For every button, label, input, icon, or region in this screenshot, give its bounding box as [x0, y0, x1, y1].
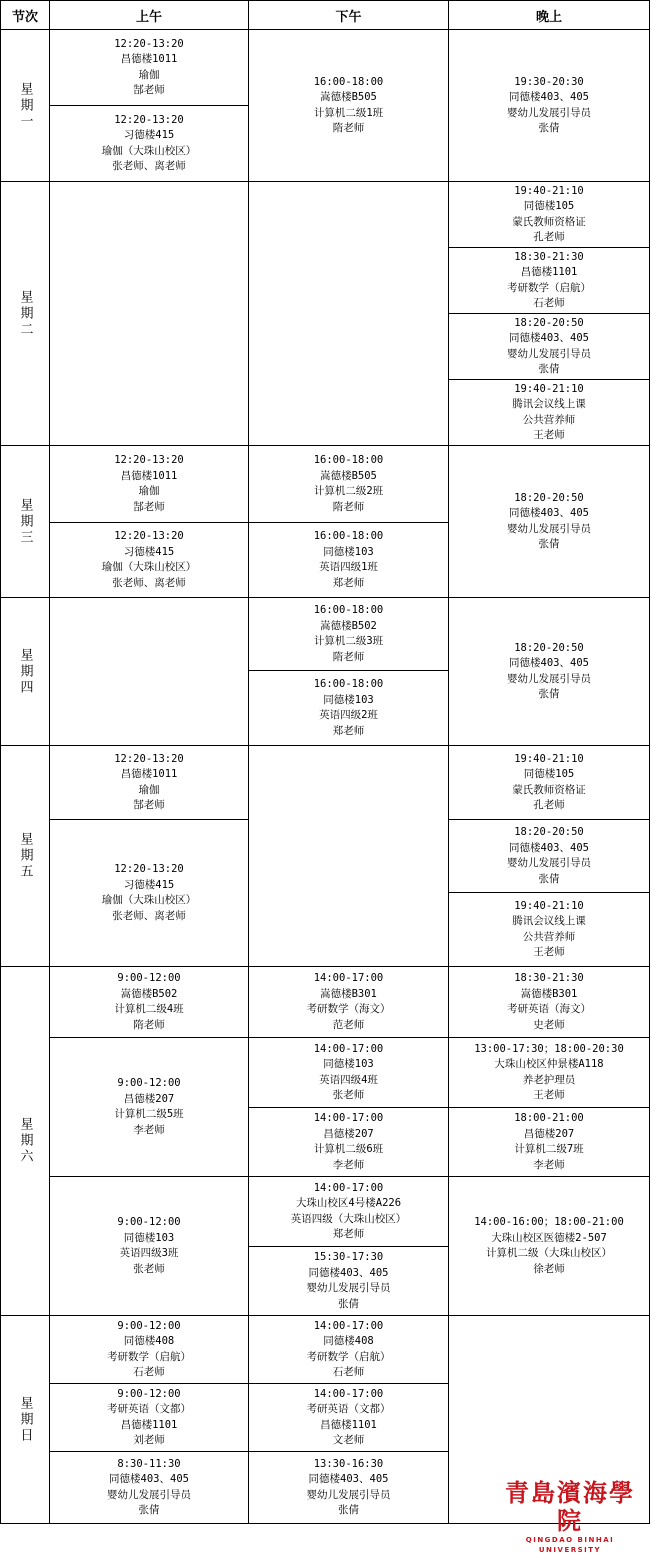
class-info-line: 瑜伽（大珠山校区） [101, 894, 197, 906]
class-slot-morning [49, 1315, 249, 1384]
class-info-line: 同德楼103 [123, 1231, 175, 1244]
class-info-line: 9:00-12:00 [117, 1216, 181, 1228]
class-slot-morning [49, 1037, 249, 1177]
class-info-line: 英语四级1班 [319, 561, 378, 573]
class-info-line: 18:20-20:50 [514, 316, 584, 329]
class-info-line: 昌德楼1011 [120, 768, 178, 780]
empty-slot-morning [49, 597, 249, 746]
class-info-line: 张老师、离老师 [112, 909, 186, 922]
class-info-line: 同德楼408 [323, 1335, 374, 1347]
class-slot-evening [448, 29, 650, 182]
class-info-line: 12:20-13:20 [114, 454, 184, 466]
class-info-line: 14:00-17:00 [313, 1112, 384, 1124]
class-info-line: 同德楼403、405 [308, 1473, 389, 1485]
class-info-line: 同德楼105 [523, 200, 575, 212]
class-info-line: 瑜伽（大珠山校区） [101, 561, 197, 573]
class-info-line: 同德楼103 [323, 1058, 374, 1070]
class-info-line: 郑老师 [332, 1228, 365, 1240]
class-slot-morning [49, 1176, 249, 1316]
class-info-line: 蒙氏教师资格证 [512, 783, 586, 796]
logo-chinese: 青島濱海學院 [505, 1478, 635, 1535]
class-info-line: 考研英语（海文） [507, 1003, 591, 1015]
class-info-line: 史老师 [533, 1018, 565, 1031]
class-info-line: 昌德楼207 [123, 1092, 175, 1105]
class-info-line: 石老师 [332, 1366, 365, 1378]
class-info-line: 徐老师 [533, 1262, 565, 1275]
class-slot-evening [448, 181, 650, 248]
empty-slot-morning [49, 181, 249, 446]
class-info-line: 张老师、离老师 [112, 576, 186, 589]
class-info-line: 文老师 [332, 1434, 365, 1446]
class-info-line: 瑜伽 [138, 485, 160, 497]
class-info-line: 12:20-13:20 [114, 752, 184, 765]
class-info-line: 瑜伽 [138, 68, 160, 81]
class-info-line: 大珠山校区仲景楼A118 [494, 1058, 604, 1070]
class-info-line: 张倩 [538, 872, 560, 885]
class-info-line: 刘老师 [133, 1434, 165, 1446]
class-info-line: 婴幼儿发展引导员 [507, 522, 591, 535]
class-info-line: 19:40-21:10 [514, 899, 584, 912]
class-info-line: 郜老师 [133, 799, 165, 811]
class-info-line: 同德楼403、405 [509, 657, 589, 669]
class-info-line: 孔老师 [533, 231, 565, 243]
class-slot-evening [448, 597, 650, 746]
class-info-line: 18:30-21:30 [514, 972, 584, 984]
class-info-line: 计算机二级6班 [313, 1143, 384, 1155]
class-info-line: 16:00-18:00 [313, 678, 384, 690]
class-slot-afternoon [248, 1037, 449, 1108]
class-info-line: 大珠山校区医德楼2-507 [491, 1231, 607, 1244]
class-info-line: 9:00-12:00 [117, 1319, 181, 1332]
header-morning: 上午 [49, 0, 249, 30]
class-info-line: 18:20-20:50 [514, 641, 584, 654]
class-info-line: 18:20-20:50 [514, 491, 584, 504]
class-info-line: 昌德楼1101 [120, 1418, 178, 1431]
class-info-line: 14:00-17:00 [313, 972, 384, 984]
class-slot-afternoon [248, 522, 449, 598]
day-name: 星期日 [17, 1395, 33, 1444]
class-info-line: 腾讯会议线上课 [512, 915, 586, 927]
class-info-line: 嵩德楼B505 [320, 91, 377, 103]
empty-slot-afternoon [248, 181, 449, 446]
class-info-line: 计算机二级1班 [313, 106, 384, 119]
class-info-line: 同德楼403、405 [509, 841, 589, 854]
class-slot-evening [448, 819, 650, 893]
class-info-line: 12:20-13:20 [114, 37, 184, 50]
day-name: 星期一 [17, 81, 33, 130]
class-slot-afternoon [248, 670, 449, 746]
class-info-line: 13:00-17:30；18:00-20:30 [474, 1042, 624, 1055]
class-slot-afternoon [248, 1315, 449, 1384]
class-slot-evening [448, 313, 650, 380]
class-slot-evening [448, 966, 650, 1038]
class-info-line: 张老师、离老师 [112, 160, 186, 172]
class-info-line: 14:00-17:00 [313, 1387, 384, 1400]
class-info-line: 18:20-20:50 [514, 826, 584, 838]
class-info-line: 16:00-18:00 [313, 530, 384, 542]
class-info-line: 13:30-16:30 [313, 1457, 384, 1470]
class-info-line: 计算机二级（大珠山校区） [486, 1247, 612, 1259]
class-info-line: 张倩 [138, 1504, 160, 1516]
class-info-line: 范老师 [332, 1018, 365, 1031]
class-info-line: 英语四级2班 [319, 709, 378, 721]
class-info-line: 养老护理员 [522, 1073, 576, 1086]
class-slot-morning [49, 1383, 249, 1452]
class-slot-morning [49, 522, 249, 598]
class-slot-afternoon [248, 29, 449, 182]
class-info-line: 蒙氏教师资格证 [512, 215, 586, 228]
class-info-line: 王老师 [533, 1089, 565, 1101]
class-info-line: 隋老师 [332, 500, 365, 513]
class-slot-evening [448, 745, 650, 820]
class-info-line: 同德楼403、405 [109, 1473, 189, 1485]
class-slot-morning [49, 966, 249, 1038]
class-info-line: 李老师 [332, 1158, 365, 1171]
class-info-line: 9:00-12:00 [117, 1077, 181, 1089]
class-slot-afternoon [248, 1176, 449, 1247]
day-label-3 [0, 445, 50, 598]
day-name: 星期二 [17, 289, 33, 338]
class-info-line: 昌德楼1011 [120, 469, 178, 482]
class-info-line: 同德楼103 [323, 693, 374, 706]
class-info-line: 公共营养师 [522, 930, 576, 943]
class-info-line: 习德楼415 [123, 545, 175, 558]
class-info-line: 王老师 [533, 429, 565, 441]
header-evening: 晚上 [448, 0, 650, 30]
day-label-5 [0, 745, 50, 967]
header-period: 节次 [0, 0, 50, 30]
class-info-line: 考研英语（文都） [107, 1403, 191, 1415]
class-info-line: 张老师 [133, 1262, 165, 1275]
class-slot-morning [49, 745, 249, 820]
class-slot-evening [448, 1176, 650, 1316]
class-info-line: 14:00-17:00 [313, 1181, 384, 1194]
class-info-line: 郑老师 [332, 724, 365, 737]
class-slot-morning [49, 105, 249, 182]
class-info-line: 计算机二级3班 [313, 635, 384, 647]
class-info-line: 昌德楼1011 [120, 53, 178, 65]
class-info-line: 婴幼儿发展引导员 [306, 1488, 391, 1501]
day-label-6 [0, 966, 50, 1316]
class-slot-afternoon [248, 966, 449, 1038]
class-info-line: 腾讯会议线上课 [512, 398, 586, 410]
class-info-line: 英语四级（大珠山校区） [290, 1212, 407, 1225]
class-info-line: 习德楼415 [123, 878, 175, 891]
class-info-line: 昌德楼207 [523, 1127, 575, 1140]
class-info-line: 9:00-12:00 [117, 972, 181, 984]
class-info-line: 瑜伽（大珠山校区） [101, 144, 197, 157]
class-info-line: 隋老师 [332, 122, 365, 134]
class-info-line: 同德楼103 [323, 545, 374, 558]
class-info-line: 英语四级4班 [319, 1073, 378, 1086]
class-info-line: 19:40-21:10 [514, 382, 584, 395]
class-info-line: 隋老师 [332, 650, 365, 663]
class-info-line: 同德楼105 [523, 768, 575, 780]
class-slot-afternoon [248, 1383, 449, 1452]
class-info-line: 婴幼儿发展引导员 [507, 857, 591, 869]
logo-english: QINGDAO BINHAI UNIVERSITY [525, 1536, 615, 1554]
class-info-line: 嵩德楼B502 [320, 619, 377, 632]
class-info-line: 石老师 [133, 1366, 165, 1378]
class-info-line: 嵩德楼B502 [120, 987, 178, 1000]
day-name: 星期六 [17, 1117, 33, 1165]
class-info-line: 19:30-20:30 [514, 75, 584, 88]
class-info-line: 英语四级3班 [119, 1247, 179, 1259]
day-label-1 [0, 29, 50, 182]
class-info-line: 8:30-11:30 [117, 1457, 181, 1470]
class-info-line: 孔老师 [533, 799, 565, 811]
class-slot-afternoon [248, 1107, 449, 1177]
class-info-line: 李老师 [133, 1123, 165, 1136]
class-slot-morning [49, 819, 249, 967]
class-info-line: 昌德楼1101 [320, 1418, 377, 1431]
class-info-line: 考研数学（启航） [507, 281, 591, 294]
class-info-line: 王老师 [533, 946, 565, 958]
class-slot-afternoon [248, 1451, 449, 1524]
class-info-line: 考研数学（启航） [306, 1350, 391, 1363]
class-info-line: 石老师 [533, 297, 565, 309]
class-info-line: 嵩德楼B301 [520, 987, 578, 1000]
class-slot-afternoon [248, 445, 449, 523]
class-slot-evening [448, 892, 650, 967]
empty-slot-afternoon [248, 745, 449, 967]
class-info-line: 同德楼403、405 [509, 332, 589, 344]
class-info-line: 大珠山校区4号楼A226 [295, 1197, 402, 1209]
class-info-line: 张倩 [538, 538, 560, 550]
class-slot-morning [49, 1451, 249, 1524]
class-info-line: 张倩 [538, 363, 560, 375]
class-info-line: 考研数学（海文） [306, 1003, 391, 1015]
class-info-line: 计算机二级7班 [514, 1143, 584, 1155]
class-info-line: 李老师 [533, 1158, 565, 1171]
class-info-line: 12:20-13:20 [114, 113, 184, 126]
class-info-line: 婴幼儿发展引导员 [107, 1488, 191, 1501]
day-label-4 [0, 597, 50, 746]
class-info-line: 计算机二级5班 [114, 1108, 184, 1120]
class-info-line: 12:20-13:20 [114, 863, 184, 875]
class-slot-afternoon [248, 597, 449, 671]
class-info-line: 同德楼403、405 [308, 1266, 389, 1279]
class-info-line: 14:00-17:00 [313, 1319, 384, 1332]
class-info-line: 婴幼儿发展引导员 [507, 106, 591, 119]
class-info-line: 嵩德楼B301 [320, 987, 377, 1000]
class-info-line: 郜老师 [133, 84, 165, 96]
class-info-line: 15:30-17:30 [313, 1251, 384, 1263]
class-info-line: 隋老师 [133, 1018, 165, 1031]
class-info-line: 张倩 [338, 1504, 359, 1516]
class-slot-evening [448, 379, 650, 446]
class-info-line: 昌德楼207 [323, 1127, 374, 1140]
class-info-line: 同德楼403、405 [509, 507, 589, 519]
class-info-line: 公共营养师 [522, 413, 576, 426]
class-slot-evening [448, 1107, 650, 1177]
class-info-line: 考研英语（文都） [306, 1403, 391, 1415]
class-info-line: 18:00-21:00 [514, 1112, 584, 1124]
class-slot-evening [448, 1037, 650, 1108]
class-info-line: 婴幼儿发展引导员 [507, 672, 591, 685]
day-label-7 [0, 1315, 50, 1524]
class-info-line: 同德楼403、405 [509, 91, 589, 103]
class-info-line: 18:30-21:30 [514, 250, 584, 263]
class-slot-afternoon [248, 1246, 449, 1316]
class-info-line: 嵩德楼B505 [320, 469, 377, 482]
day-label-2 [0, 181, 50, 446]
class-info-line: 郑老师 [332, 576, 365, 589]
class-info-line: 12:20-13:20 [114, 530, 184, 542]
day-name: 星期四 [17, 647, 33, 696]
class-slot-morning [49, 445, 249, 523]
class-info-line: 瑜伽 [138, 783, 160, 796]
class-info-line: 张倩 [538, 688, 560, 700]
class-info-line: 计算机二级4班 [114, 1003, 184, 1015]
class-info-line: 计算机二级2班 [313, 485, 384, 497]
class-slot-evening [448, 247, 650, 314]
class-info-line: 同德楼408 [123, 1335, 175, 1347]
class-info-line: 婴幼儿发展引导员 [306, 1282, 391, 1294]
university-logo [494, 1478, 646, 1554]
header-afternoon: 下午 [248, 0, 449, 30]
class-info-line: 考研数学（启航） [107, 1350, 191, 1363]
class-info-line: 19:40-21:10 [514, 184, 584, 197]
class-info-line: 张倩 [338, 1297, 359, 1310]
class-slot-evening [448, 445, 650, 598]
class-info-line: 14:00-17:00 [313, 1042, 384, 1055]
class-slot-morning [49, 29, 249, 106]
day-name: 星期三 [17, 497, 33, 546]
day-name: 星期五 [17, 832, 33, 880]
class-info-line: 昌德楼1101 [520, 266, 578, 278]
class-info-line: 张倩 [538, 122, 560, 134]
class-info-line: 16:00-18:00 [313, 75, 384, 88]
class-info-line: 16:00-18:00 [313, 454, 384, 466]
class-info-line: 19:40-21:10 [514, 752, 584, 765]
class-info-line: 郜老师 [133, 500, 165, 513]
class-info-line: 9:00-12:00 [117, 1387, 181, 1400]
class-info-line: 婴幼儿发展引导员 [507, 347, 591, 360]
class-info-line: 14:00-16:00；18:00-21:00 [474, 1216, 624, 1228]
class-info-line: 张老师 [332, 1089, 365, 1101]
class-info-line: 习德楼415 [123, 129, 175, 141]
class-info-line: 16:00-18:00 [313, 604, 384, 616]
